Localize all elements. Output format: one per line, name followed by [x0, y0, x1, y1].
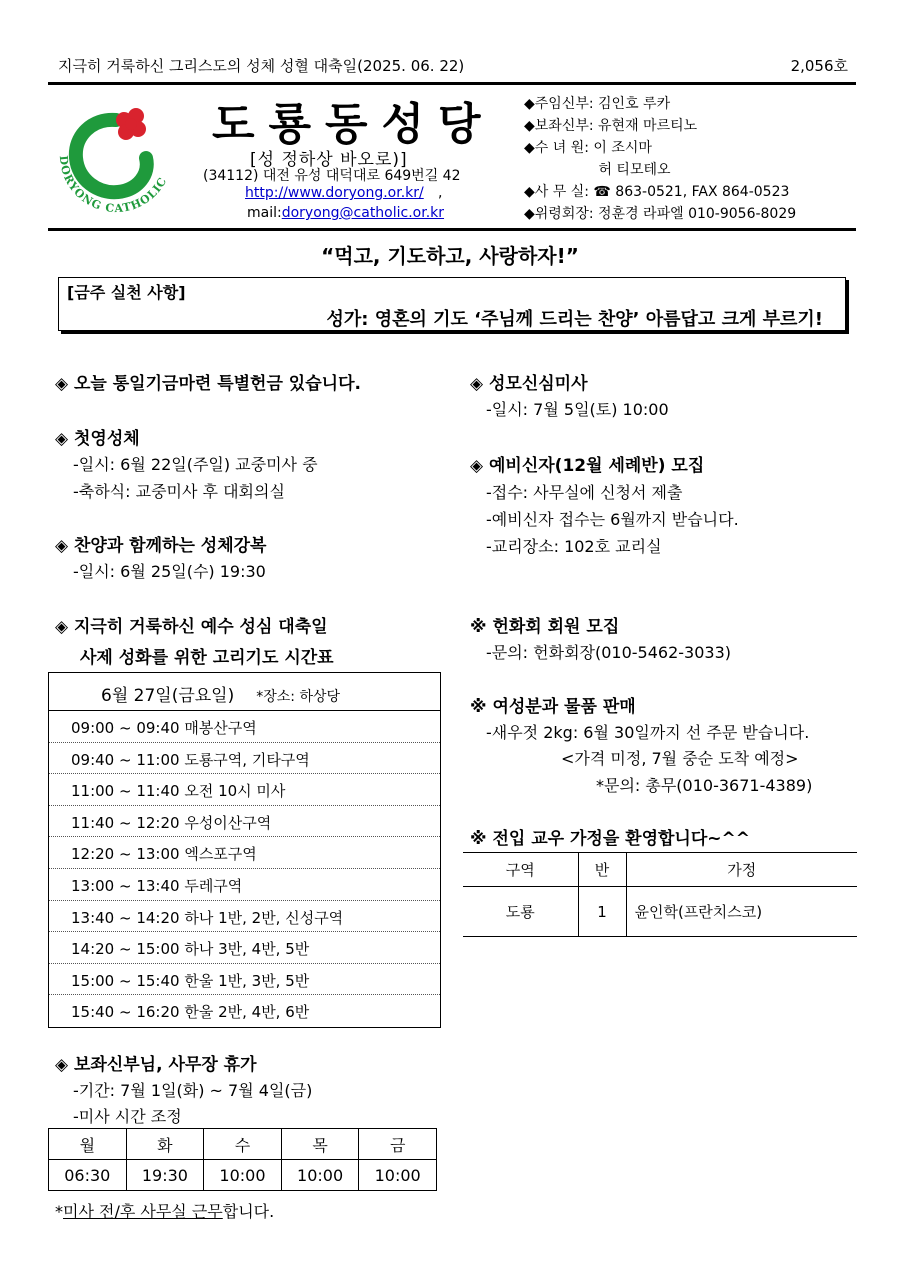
womens-sale-line: -새우젓 2kg: 6월 30일까지 선 주문 받습니다.	[486, 723, 810, 742]
notice-special-collection: ◈ 오늘 통일기금마련 특별헌금 있습니다.	[55, 374, 361, 394]
office-note-suffix: 합니다.	[222, 1202, 275, 1221]
mass-time: 06:30	[49, 1160, 127, 1191]
welcome-heading: ※ 전입 교우 가정을 환영합니다~^^	[470, 829, 750, 849]
mass-day: 수	[204, 1129, 282, 1160]
mass-time: 10:00	[281, 1160, 359, 1191]
office-note	[55, 1199, 274, 1222]
mass-day: 금	[359, 1129, 437, 1160]
schedule-row: 13:00 ~ 13:40 두레구역	[49, 869, 440, 901]
mass-day: 화	[126, 1129, 204, 1160]
staff-assistant-priest: ◆보좌신부: 유현재 마르티노	[524, 118, 698, 134]
schedule-row: 12:20 ~ 13:00 엑스포구역	[49, 837, 440, 869]
office-note-prefix: *	[55, 1202, 63, 1221]
mass-times-row	[49, 1160, 437, 1191]
schedule-header	[49, 673, 440, 711]
schedule-row: 11:00 ~ 11:40 오전 10시 미사	[49, 774, 440, 806]
email-label: mail:	[247, 205, 282, 221]
mass-day: 목	[281, 1129, 359, 1160]
marian-mass-heading: ◈ 성모신심미사	[470, 374, 588, 394]
mass-time: 10:00	[204, 1160, 282, 1191]
doryong-catholic-logo	[52, 98, 180, 218]
benediction-heading: ◈ 찬양과 함께하는 성체강복	[55, 536, 267, 556]
parish-title: 도룡동성당	[212, 99, 495, 150]
patron-saint: [성 정하상 바오로)]	[250, 150, 408, 170]
header-rule-top	[48, 82, 856, 85]
practice-label: [금주 실천 사항]	[67, 283, 186, 302]
catechumen-line: -예비신자 접수는 6월까지 받습니다.	[486, 510, 739, 529]
header-rule-bottom	[48, 228, 856, 231]
mass-days-row	[49, 1129, 437, 1160]
newcomer-header: 가정	[626, 853, 857, 887]
flower-guild-contact: -문의: 헌화회장(010-5462-3033)	[486, 643, 731, 662]
prayer-chain-schedule	[48, 672, 441, 1028]
staff-sisters-2: 허 티모테오	[524, 162, 671, 178]
newcomer-table	[463, 852, 857, 937]
email-line	[247, 205, 444, 221]
parish-motto: “먹고, 기도하고, 사랑하자!”	[321, 244, 579, 268]
newcomer-header-row	[463, 853, 857, 887]
mass-time: 10:00	[359, 1160, 437, 1191]
schedule-row: 09:00 ~ 09:40 매봉산구역	[49, 711, 440, 743]
website-link[interactable]: http://www.doryong.or.kr/	[245, 185, 424, 201]
mass-time-adjust: -미사 시간 조정	[73, 1107, 182, 1126]
womens-sale-line: *문의: 총무(010-3671-4389)	[596, 776, 813, 795]
schedule-row: 15:40 ~ 16:20 한울 2반, 4반, 6반	[71, 1003, 310, 1022]
newcomer-cell: 도룡	[463, 887, 578, 937]
staff-sisters: ◆수 녀 원: 이 조시마	[524, 140, 652, 156]
catechumen-line: -접수: 사무실에 신청서 제출	[486, 483, 683, 502]
logo-text: DORYONG CATHOLIC	[56, 155, 170, 216]
weekly-practice-box	[58, 277, 846, 331]
sacred-heart-heading: ◈ 지극히 거룩하신 예수 성심 대축일	[55, 617, 328, 637]
first-communion-date: -일시: 6월 22일(주일) 교중미사 중	[73, 455, 318, 474]
issue-number: 2,056호	[790, 57, 848, 75]
newcomer-cell: 윤인학(프란치스코)	[626, 887, 857, 937]
schedule-row: 11:40 ~ 12:20 우성이산구역	[49, 806, 440, 838]
parish-address: (34112) 대전 유성 대덕대로 649번길 42	[203, 168, 461, 184]
mass-time: 19:30	[126, 1160, 204, 1191]
womens-sale-line: <가격 미정, 7월 중순 도착 예정>	[561, 749, 799, 768]
feast-date-line: 지극히 거룩하신 그리스도의 성체 성혈 대축일(2025. 06. 22)	[58, 57, 465, 75]
schedule-place: *장소: 하상당	[256, 689, 341, 705]
schedule-date: 6월 27일(금요일)	[101, 686, 235, 706]
first-communion-celebration: -축하식: 교중미사 후 대회의실	[73, 482, 285, 501]
benediction-date: -일시: 6월 25일(수) 19:30	[73, 562, 266, 581]
newcomer-cell: 1	[578, 887, 626, 937]
schedule-row: 13:40 ~ 14:20 하나 1반, 2반, 신성구역	[49, 901, 440, 933]
schedule-row: 09:40 ~ 11:00 도룡구역, 기타구역	[49, 743, 440, 775]
catechumen-heading: ◈ 예비신자(12월 세례반) 모집	[470, 456, 705, 476]
website-link-comma: ,	[438, 185, 443, 201]
newcomer-header: 구역	[463, 853, 578, 887]
office-note-underlined: 미사 전/후 사무실 근무	[63, 1202, 223, 1221]
schedule-row: 14:20 ~ 15:00 하나 3반, 4반, 5반	[49, 932, 440, 964]
marian-mass-date: -일시: 7월 5일(토) 10:00	[486, 400, 669, 419]
email-link[interactable]: doryong@catholic.or.kr	[281, 205, 445, 221]
staff-pastor: ◆주임신부: 김인호 루카	[524, 96, 671, 112]
mass-time-table	[48, 1128, 437, 1191]
vacation-period: -기간: 7월 1일(화) ~ 7월 4일(금)	[73, 1081, 313, 1100]
schedule-row: 15:00 ~ 15:40 한울 1반, 3반, 5반	[49, 964, 440, 996]
newcomer-header: 반	[578, 853, 626, 887]
womens-sale-heading: ※ 여성분과 물품 판매	[470, 697, 636, 717]
catechumen-line: -교리장소: 102호 교리실	[486, 537, 662, 556]
flower-guild-heading: ※ 헌화회 회원 모집	[470, 617, 620, 637]
staff-office: ◆사 무 실: ☎ 863-0521, FAX 864-0523	[524, 184, 790, 200]
staff-funeral-head: ◆위령회장: 정훈경 라파엘 010-9056-8029	[524, 206, 797, 222]
practice-text: 성가: 영혼의 기도 ‘주님께 드리는 찬양’ 아름답고 크게 부르기!	[326, 309, 823, 330]
sacred-heart-subheading: 사제 성화를 위한 고리기도 시간표	[80, 648, 334, 668]
first-communion-heading: ◈ 첫영성체	[55, 429, 140, 449]
newcomer-row	[463, 887, 857, 937]
logo-red-flower	[116, 108, 146, 140]
staff-list	[524, 93, 796, 225]
vacation-heading: ◈ 보좌신부님, 사무장 휴가	[55, 1055, 257, 1075]
mass-day: 월	[49, 1129, 127, 1160]
